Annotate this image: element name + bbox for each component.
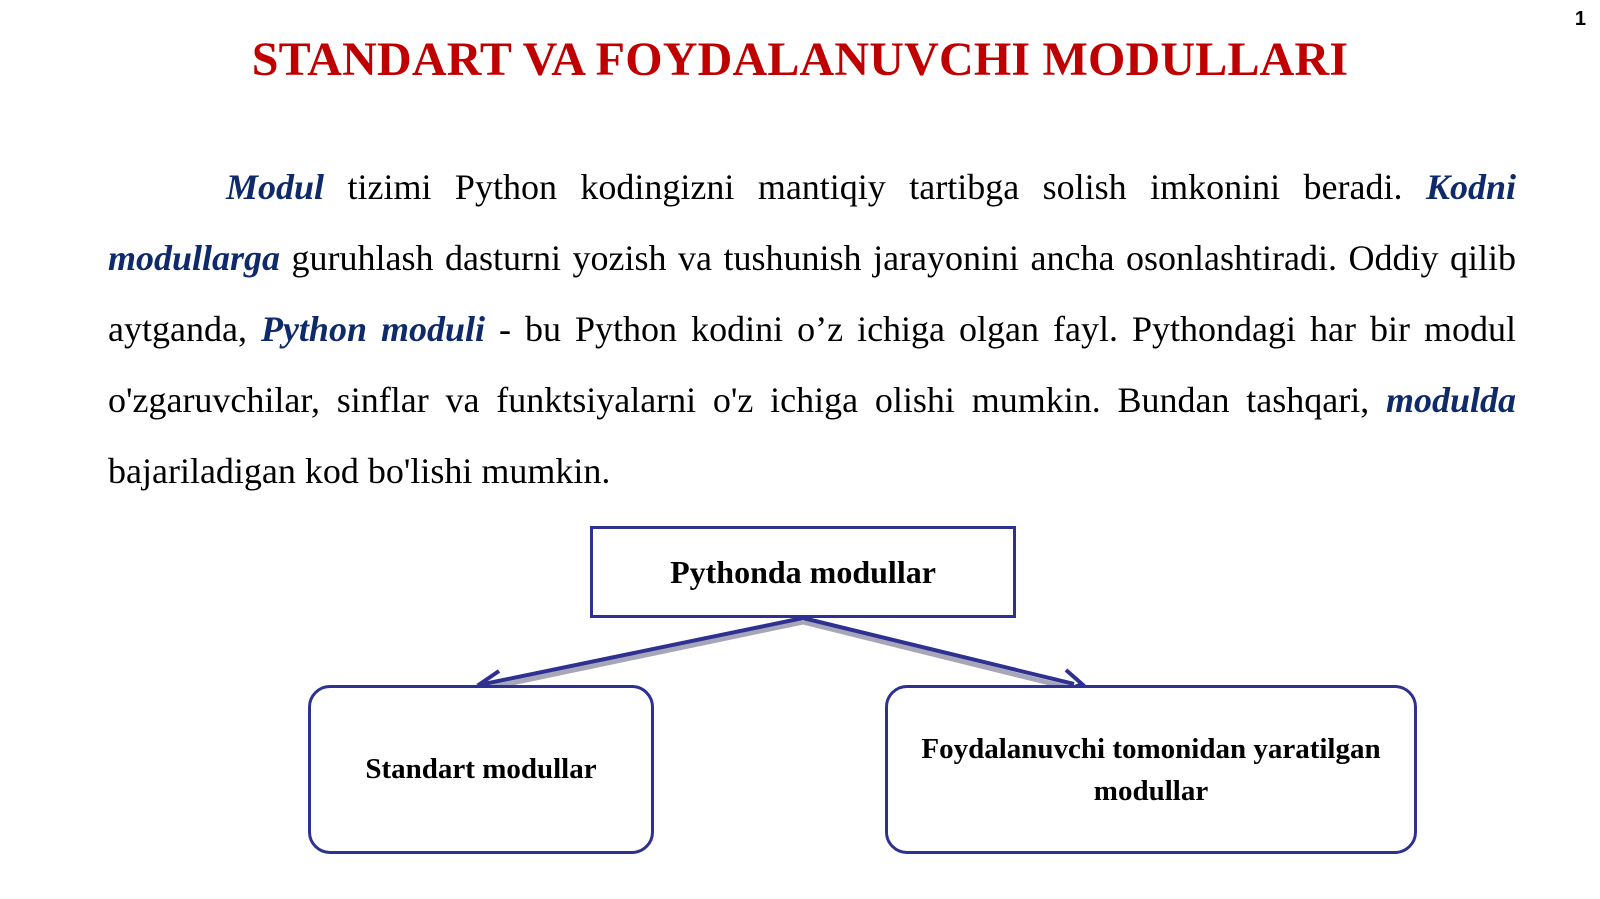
page-title: STANDART VA FOYDALANUVCHI MODULLARI [251,33,1349,86]
keyword-modul: Modul [226,167,325,207]
page-number: 1 [1574,8,1586,30]
arrow-to-standart [480,618,803,694]
diagram-right-label: Foydalanuvchi tomonidan yaratilgan modullar [921,732,1381,807]
diagram-root-box [590,526,1016,618]
keyword-python-moduli: Python moduli [260,309,486,349]
keyword-kodni-modullarga: Kodni modullarga [108,167,1516,278]
paragraph-text-3: - bu Python kodini o’z ichiga olgan fayl. Pythondagi har bir modul o'zgaruvchilar, sinflar va funktsiyalarni o'z ichiga olishi mumkin. Bundan tashqari, [108,309,1517,420]
diagram-left-label: Standart modullar [365,753,597,785]
diagram-root-label: Pythonda modullar [670,553,936,590]
diagram-left-box [308,685,654,854]
keyword-modulda: modulda [1385,380,1516,420]
paragraph-text-2: guruhlash dasturni yozish va tushunish jarayonini ancha osonlashtiradi. Oddiy qilib aytganda, [108,238,1516,349]
diagram-right-box [885,685,1417,854]
arrow-to-foydalanuvchi [803,618,1082,692]
paragraph-text-1: tizimi Python kodingizni mantiqiy tartibga solish imkonini beradi. [324,167,1426,207]
body-paragraph [108,152,1516,507]
paragraph-text-4: bajariladigan kod bo'lishi mumkin. [108,451,611,491]
